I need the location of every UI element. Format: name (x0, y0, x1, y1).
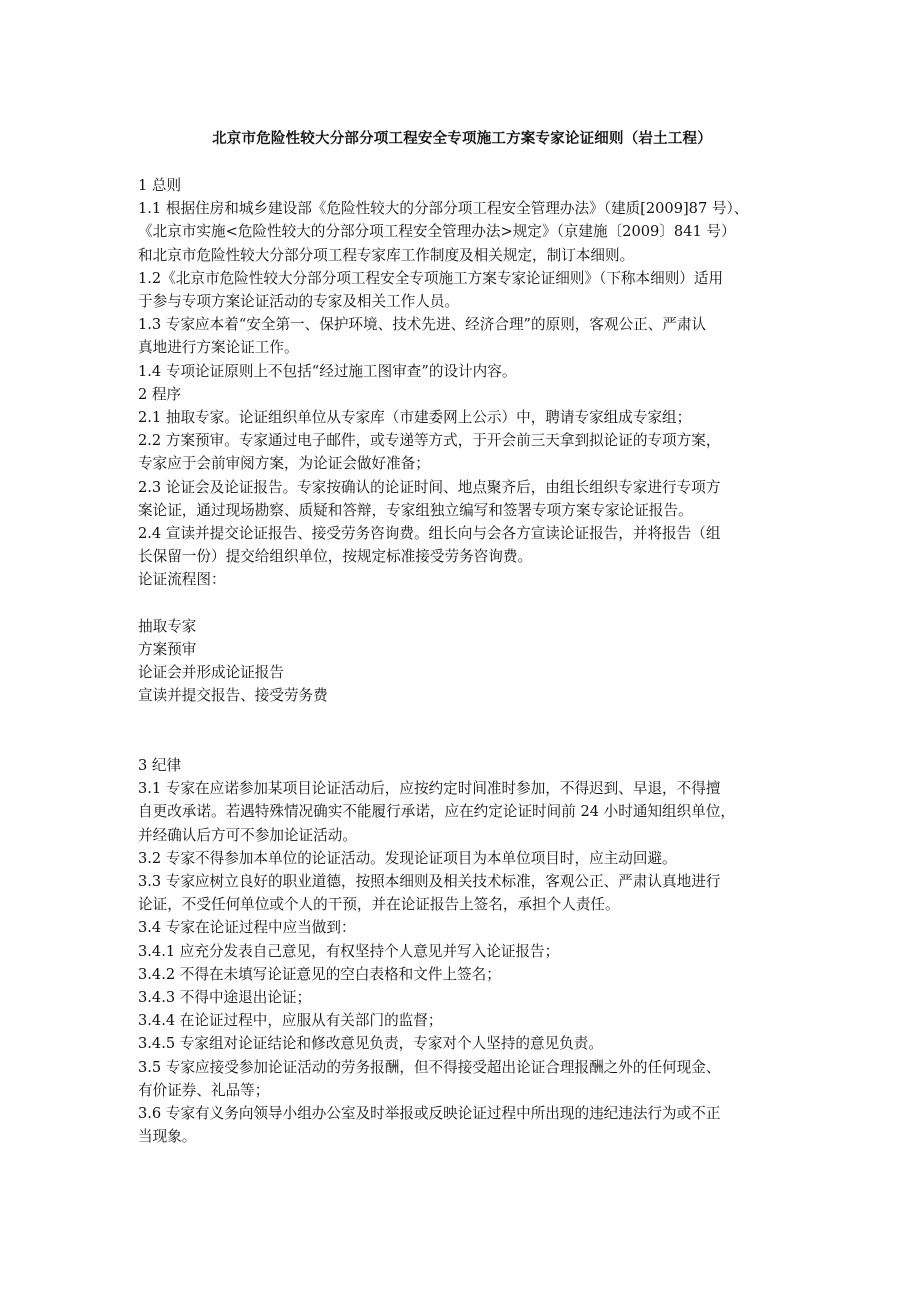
section-heading: 3 纪律 (138, 757, 182, 775)
section-heading: 2 程序 (138, 385, 182, 403)
section-heading: 1 总则 (138, 177, 182, 194)
clause-3-4-3 (138, 986, 786, 1009)
clause-3-4-5 (138, 1032, 786, 1055)
clause-line: 有价证券、礼品等； (138, 1081, 270, 1099)
clause-line: 1.4 专项论证原则上不包括“经过施工图审查”的设计内容。 (138, 362, 517, 380)
clause-3-3 (138, 870, 786, 916)
clause-line: 和北京市危险性较大分部分项工程专家库工作制度及相关规定，制订本细则。 (138, 246, 635, 264)
clause-line: 2.2 方案预审。专家通过电子邮件，或专递等方式，于开会前三天拿到拟论证的专项方案， (138, 432, 721, 450)
clause-1-3 (138, 313, 786, 359)
clause-2-3 (138, 476, 786, 522)
clause-2-1 (138, 406, 786, 429)
clause-line: 自更改承诺。若遇特殊情况确实不能履行承诺，应在约定论证时间前 24 小时通知组织单位， (138, 803, 736, 821)
clause-line: 3.5 专家应接受参加论证活动的劳务报酬，但不得接受超出论证合理报酬之外的任何现金、 (138, 1058, 721, 1076)
clause-3-5 (138, 1056, 786, 1102)
flowchart-label: 论证流程图： (138, 571, 226, 589)
clause-3-4 (138, 916, 786, 939)
clause-1-2 (138, 267, 786, 313)
clause-2-4 (138, 522, 786, 568)
clause-line: 2.3 论证会及论证报告。专家按确认的论证时间、地点聚齐后，由组长组织专家进行专项方 (138, 478, 721, 496)
clause-line: 专家应于会前审阅方案，为论证会做好准备； (138, 455, 430, 473)
clause-line: 3.4.1 应充分发表自己意见，有权坚持个人意见并写入论证报告； (138, 942, 560, 960)
document-title: 北京市危险性较大分部分项工程安全专项施工方案专家论证细则（岩土工程） (212, 131, 712, 147)
document-page (138, 128, 786, 1149)
clause-line: 3.4.2 不得在未填写论证意见的空白表格和文件上签名； (138, 965, 501, 983)
clause-3-4-4 (138, 1009, 786, 1032)
flow-step: 抽取专家 (138, 617, 197, 635)
section-general (138, 174, 786, 383)
flowchart-steps (138, 615, 786, 708)
clause-line: 长保留一份）提交给组织单位，按规定标准接受劳务咨询费。 (138, 548, 533, 566)
flow-step: 宣读并提交报告、接受劳务费 (138, 687, 328, 705)
clause-line: 1.2《北京市危险性较大分部分项工程安全专项施工方案专家论证细则》（下称本细则）适用 (138, 269, 724, 287)
clause-line: 2.4 宣读并提交论证报告、接受劳务咨询费。组长向与会各方宣读论证报告，并将报告（组 (138, 525, 721, 543)
section-discipline (138, 754, 786, 1148)
clause-line: 3.2 专家不得参加本单位的论证活动。发现论证项目为本单位项目时，应主动回避。 (138, 849, 677, 867)
clause-2-2 (138, 429, 786, 475)
clause-line: 案论证，通过现场勘察、质疑和答辩，专家组独立编写和签署专项方案专家论证报告。 (138, 501, 693, 519)
clause-line: 3.6 专家有义务向领导小组办公室及时举报或反映论证过程中所出现的违纪违法行为或不正 (138, 1105, 721, 1123)
clause-line: 1.1 根据住房和城乡建设部《危险性较大的分部分项工程安全管理办法》（建质[2009]87 号）、 (138, 200, 749, 218)
clause-line: 3.4.3 不得中途退出论证； (138, 989, 312, 1007)
clause-line: 当现象。 (138, 1128, 197, 1146)
clause-3-2 (138, 847, 786, 870)
clause-3-4-1 (138, 940, 786, 963)
clause-line: 2.1 抽取专家。论证组织单位从专家库（市建委网上公示）中，聘请专家组成专家组； (138, 409, 692, 427)
clause-line: 论证，不受任何单位或个人的干预，并在论证报告上签名，承担个人责任。 (138, 896, 620, 914)
clause-3-1 (138, 777, 786, 847)
clause-line: 3.4.4 在论证过程中，应服从有关部门的监督； (138, 1012, 443, 1030)
clause-line: 1.3 专家应本着“安全第一、保护环境、技术先进、经济合理”的原则，客观公正、严肃认 (138, 316, 707, 334)
clause-line: 3.4 专家在论证过程中应当做到： (138, 919, 356, 937)
clause-line: 《北京市实施<危险性较大的分部分项工程安全管理办法>规定》（京建施〔2009〕841 号） (138, 223, 736, 241)
flow-step: 方案预审 (138, 641, 197, 659)
spacer (138, 708, 786, 754)
section-procedure (138, 383, 786, 754)
clause-line: 于参与专项方案论证活动的专家及相关工作人员。 (138, 293, 460, 311)
clause-line: 3.4.5 专家组对论证结论和修改意见负责，专家对个人坚持的意见负责。 (138, 1035, 603, 1053)
clause-line: 3.3 专家应树立良好的职业道德，按照本细则及相关技术标准，客观公正、严肃认真地进行 (138, 873, 721, 891)
clause-3-4-2 (138, 963, 786, 986)
clause-3-6 (138, 1102, 786, 1148)
spacer (138, 592, 786, 615)
clause-line: 并经确认后方可不参加论证活动。 (138, 826, 357, 844)
clause-1-1 (138, 197, 786, 267)
clause-line: 真地进行方案论证工作。 (138, 339, 299, 357)
clause-line: 3.1 专家在应诺参加某项目论证活动后，应按约定时间准时参加，不得迟到、早退，不得擅 (138, 780, 721, 798)
clause-1-4 (138, 360, 786, 383)
flow-step: 论证会并形成论证报告 (138, 664, 284, 682)
